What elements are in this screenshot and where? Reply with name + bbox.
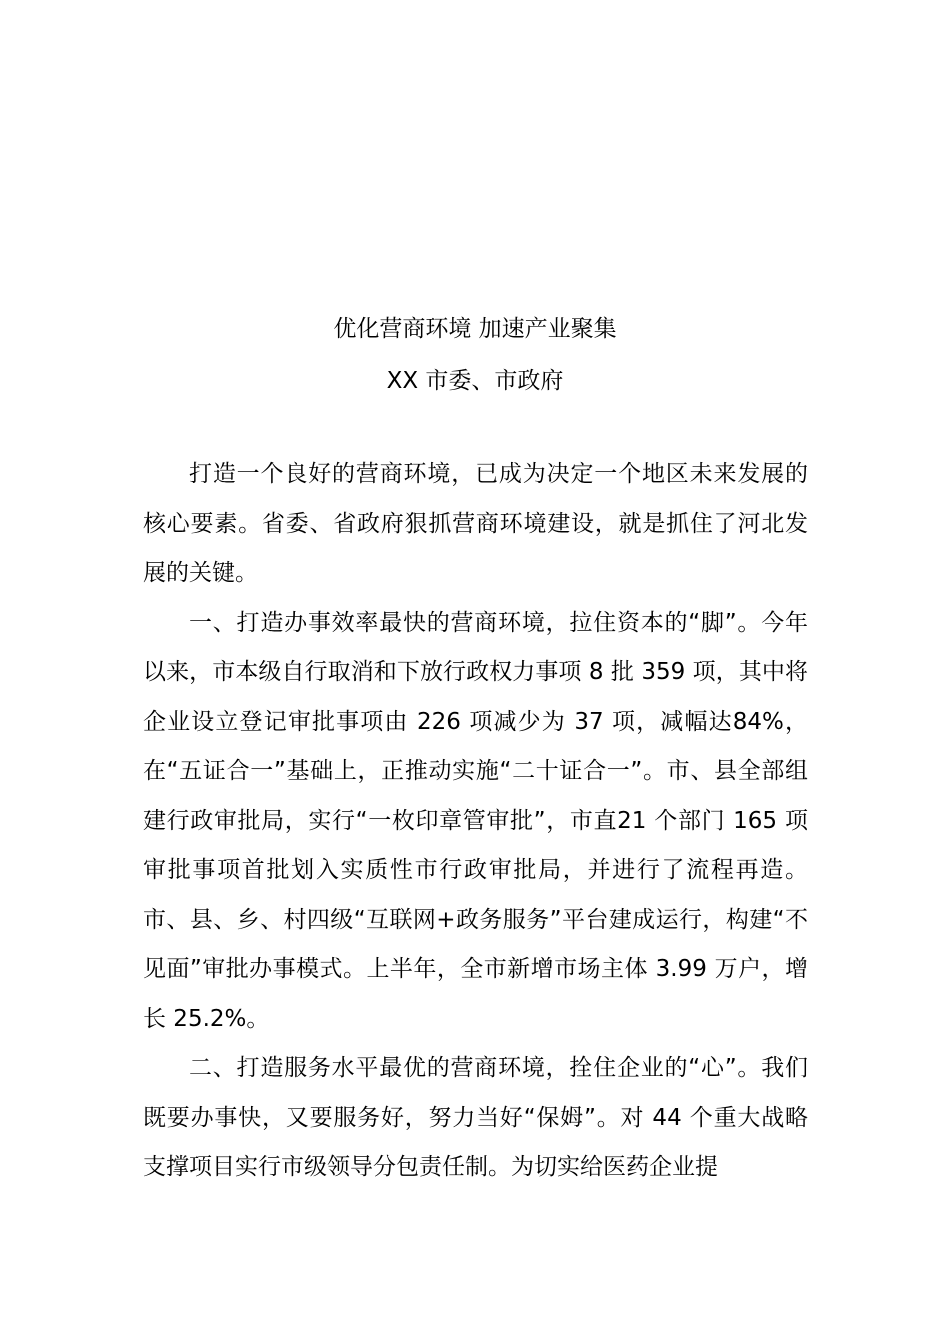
document-body [143,450,808,1193]
document-author: XX 市委、市政府 [386,368,564,394]
paragraph-intro: 打造一个良好的营商环境，已成为决定一个地区未来发展的核心要素。省委、省政府狠抓营商环境建设，就是抓住了河北发展的关键。 [143,461,808,586]
document-title: 优化营商环境 加速产业聚集 [333,316,617,342]
paragraph-section-two: 二、打造服务水平最优的营商环境，拴住企业的“心”。我们既要办事快，又要服务好，努力当好“保姆”。对 44 个重大战略支撑项目实行市级领导分包责任制。为切实给医药企业提 [143,1055,808,1180]
paragraph-section-one: 一、打造办事效率最快的营商环境，拉住资本的“脚”。今年以来，市本级自行取消和下放行政权力事项 8 批 359 项，其中将企业设立登记审批事项由 226 项减少为 37 项，减幅达84%，在“五证合一”基础上，正推动实施“二十证合一”。市、县全部组建行政审批局，实行“一枚印章管审批”，市直21 个部门 165 项审批事项首批划入实质性市行政审批局，并进行了流程再造。市、县、乡、村四级“互联网+政务服务”平台建成运行，构建“不见面”审批办事模式。上半年，全市新增市场主体 3.99 万户，增长 25.2%。 [143,609,808,1032]
title-block [0,303,950,407]
